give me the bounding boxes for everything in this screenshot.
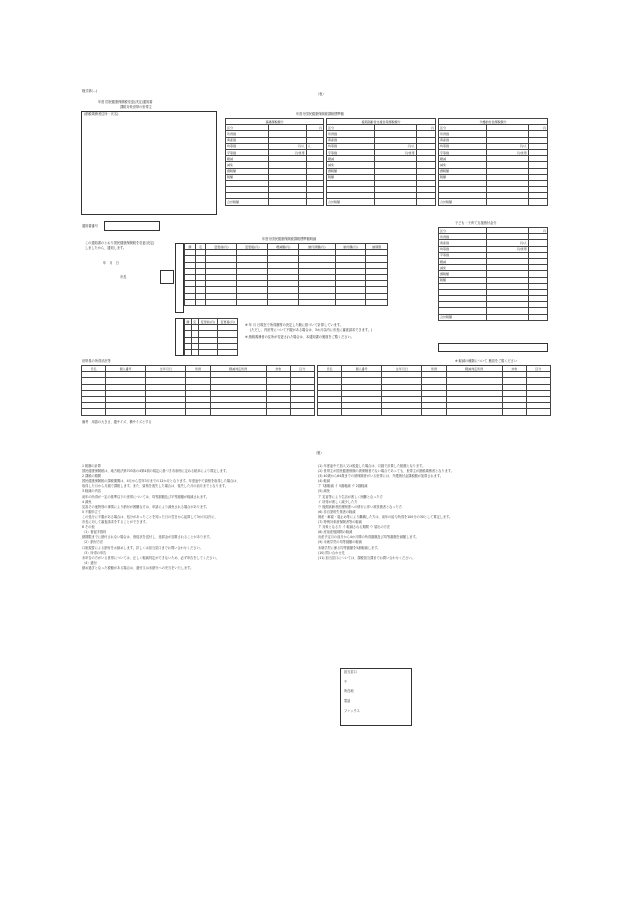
back-side-label: （裏） — [314, 451, 324, 455]
notice-number-label: 通知書番号 — [82, 224, 98, 228]
front-side-label: （表） — [316, 92, 326, 96]
recipient-box — [81, 111, 217, 215]
back-right-column: (1) 年度途中で加入又は脱退した場合は、月割で計算した税額となります。 (2) 世帯主が国民健康保険の被保険者でない場合であっても、世帯主が納税義務者となります。 (3) 40歳から64歳までの被保険者がいる世帯には、介護納付金課税額が加算されます。 (4) 軽減 ア 7割軽減 イ 5割軽減 ウ 2割軽減 (5) 減免 ア 災害等により生活が著しく困難となった方 イ 所得が著しく減少した方 ウ 後期高齢者医療制度への移行に伴い被扶養者となった方 (6) 非自発的失業者の軽減 倒産・解雇・雇止め等により離職した方は、前年の給与所得を100分の30として算定します。 (7) 特例対象被保険者等の軽減 ア 対象となる方 イ 軽減される期間 ウ 届出の方法 (8) 産前産後期間の軽減 出産予定月の前月から4か月間の所得割額及び均等割額を減額します。 (9) 未就学児の均等割額の軽減 未就学児に係る均等割額を5割軽減します。 (10) 問い合わせ先 (11) 担当窓口については、課税担当課までお問い合わせください。 — [318, 464, 454, 560]
contact-box — [340, 668, 412, 726]
support-tax-table: 後期高齢者支援金等課税額分 区分 円 所得割 資産割 均等割 円/人 平等割 円/世帯 軽減 減免 課税額 税額 合計税額 — [328, 119, 434, 205]
household-table-left: 氏名 個人番号 生年月日 所得 軽減判定所得 対象 区分 — [81, 365, 315, 416]
contact-postal: 〒 — [344, 679, 348, 684]
right-table-title: 子ども・子育て支援納付金分 — [455, 221, 497, 225]
mid-detail-table: 調 定 変更前(円) 変更後(円) 増減額(円) 納付済額(円) 納付額(円) 納期限 — [184, 243, 388, 306]
mid-table-sidebar — [175, 243, 184, 313]
household-note: ※ 軽減の種類について 裏面をご覧ください — [455, 359, 518, 363]
total-box — [438, 343, 548, 352]
issue-date: 年 月 日 — [103, 261, 119, 265]
household-table-right: 氏名 個人番号 生年月日 所得 軽減判定所得 対象 区分 — [317, 365, 551, 416]
notice-text-line2: しましたから、通知します。 — [85, 246, 127, 250]
notice-heading: 年度 国民健康保険税変更(決定)通知書 — [98, 100, 153, 104]
contact-fax: ファックス — [344, 708, 360, 713]
main-table-title: 年度分国民健康保険税課税標準額 — [296, 112, 344, 116]
back-left-column: 1 税額の計算 国民健康保険税は、地方税法第703条の4第4項の規定に基づき市条例に定める税率により算定します。 2 課税の期間 国民健康保険税の課税期間は、4月から翌年3月までの12か月となります。年度途中で資格を取得した場合は、 取得した月から月割で課税します。また、資格を喪失した場合は、喪失した月の前月までとなります。 3 軽減の内容 前年の所得が一定の基準以下の世帯については、均等割額及び平等割額が軽減されます。 4 減免 災害その他特別の事情により納付が困難な方は、申請により減免される場合があります。 5 不服申立て この処分に不服がある場合は、処分があったことを知った日の翌日から起算して3か月以内に、 市長に対して審査請求をすることができます。 6 その他 （1）督促手数料 納期限までに納付されない場合は、督促状を送付し、延滞金が加算されることがあります。 （2）納付方法 口座振替による納付をお勧めします。詳しくは担当窓口までお問い合わせください。 （3）所得の申告 未申告の方がいる世帯については、正しく軽減判定ができないため、必ず申告をしてください。 （4）還付 納め過ぎとなった税額がある場合は、還付又は未納分への充当をいたします。 — [82, 464, 240, 570]
contact-phone: 電話 — [344, 699, 351, 704]
recipient-label: (納税義務者住所・氏名) — [84, 112, 119, 116]
child-support-table: 区分 円 所得割 資産割 円/人 均等割 円/世帯 平等割 軽減 減免 課税額 税額 合計税額 — [440, 228, 546, 320]
sub-table-sidebar — [175, 318, 184, 356]
contact-department: 担当窓口 — [344, 670, 357, 674]
mid-table-title: 年度分国民健康保険税課税標準額明細 — [262, 237, 317, 241]
notice-number-box — [104, 221, 160, 231]
note-1: ※ 年 月 日現在で所得額等の決定した額に基づいて計算しています。 — [245, 323, 343, 327]
note-3: ※ 納税義務者の住所が変更された場合は、本通知書の裏面をご覧ください。 — [245, 335, 354, 339]
care-tax-header: 介護納付金課税額分 — [439, 119, 548, 125]
footer-note: 備考 用語の大きさ、縦サイズ、横サイズとする — [82, 420, 152, 424]
notice-subheading: 課税対象世帯の世帯主 — [120, 105, 152, 109]
sub-detail-table: 調 定 変更前(円) 変更後(円) — [184, 318, 238, 356]
support-tax-header: 後期高齢者支援金等課税額分 — [327, 119, 436, 125]
mayor-label: 市長 — [120, 275, 127, 279]
contact-address: 所在地 — [344, 689, 354, 694]
form-number: 様式第(…) — [82, 89, 98, 93]
note-2: (ただし、内訳等について不服がある場合は、3か月以内に市長に審査請求できます。) — [250, 328, 373, 332]
row-label: 区分 — [226, 125, 269, 131]
basic-tax-table: 基礎課税額分 区分 円 所得割 資産割 均等割 円/人 人 平等割 円/世帯 軽減 減免 課税額 税額 合計税額 — [227, 119, 322, 205]
notice-text-line1: この通知書のとおり国民健康保険税を変更(決定) — [85, 241, 155, 245]
care-tax-table: 介護納付金課税額分 区分 円 所得割 資産割 均等割 円/人 平等割 円/世帯 軽減 減免 課税額 税額 合計税額 — [440, 119, 546, 205]
household-title: 世帯員の所得状況等 — [82, 359, 111, 363]
seal-box — [160, 270, 174, 284]
basic-tax-header: 基礎課税額分 — [226, 119, 324, 125]
